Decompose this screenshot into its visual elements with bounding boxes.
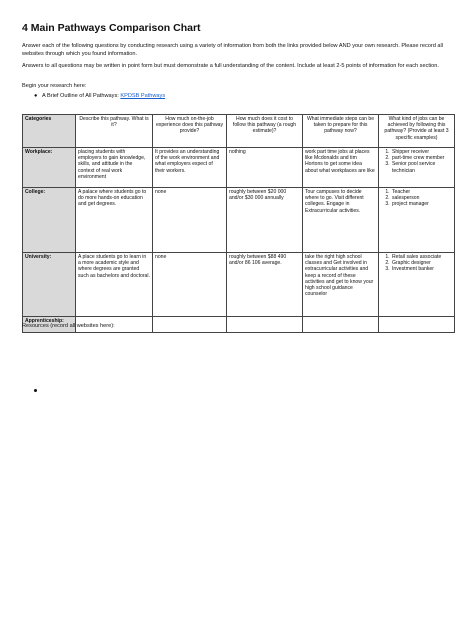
row-category: University: xyxy=(23,253,76,317)
begin-research-label: Begin your research here: xyxy=(22,83,87,89)
kpdsb-pathways-link[interactable]: KPDSB Pathways xyxy=(120,93,166,99)
job-item: 3. Investment banker xyxy=(391,266,452,272)
job-item: 3. project manager xyxy=(391,201,452,207)
pathways-bullet xyxy=(34,93,165,100)
table-row xyxy=(23,148,455,188)
experience-cell[interactable]: It provides an understanding of the work environment and what employers expect of their workers. xyxy=(153,148,227,188)
row-category: College: xyxy=(23,188,76,253)
resources-label: Resources (record all websites here): xyxy=(22,323,115,329)
comparison-table xyxy=(22,114,455,333)
jobs-cell[interactable] xyxy=(379,317,455,333)
header-categories: Categories xyxy=(23,115,76,148)
header-describe: Describe this pathway. What is it? xyxy=(76,115,153,148)
instructions-paragraph: Answers to all questions may be written in point form but must demonstrate a full understanding of the content. Include at least 2-5 points of information for each section. xyxy=(22,63,439,69)
job-item: 2. salesperson xyxy=(391,195,452,201)
job-item: 3. Senior pool service technician xyxy=(391,161,452,173)
jobs-cell[interactable] xyxy=(379,148,455,188)
row-category: Workplace: xyxy=(23,148,76,188)
experience-cell[interactable]: none xyxy=(153,253,227,317)
steps-cell[interactable] xyxy=(303,317,379,333)
job-item: 1. Retail sales associate xyxy=(391,254,452,260)
cost-cell[interactable]: roughly between $88 490 and/or 86 106 average. xyxy=(227,253,303,317)
describe-cell[interactable]: A palace where students go to do more hands-on education and get degrees. xyxy=(76,188,153,253)
cost-cell[interactable] xyxy=(227,317,303,333)
bullet-text: A Brief Outline of All Pathways: xyxy=(42,93,121,99)
empty-bullet-icon xyxy=(34,389,37,392)
job-item: 2. Graphic designer xyxy=(391,260,452,266)
steps-cell[interactable]: take the right high school classes and Get involved in extracurricular activities and keep a record of these activities and get to know your high school guidance counselor xyxy=(303,253,379,317)
header-jobs: What kind of jobs can be achieved by following this pathway? (Provide at least 3 specific examples) xyxy=(379,115,455,148)
experience-cell[interactable]: none xyxy=(153,188,227,253)
steps-cell[interactable]: work part time jobs at places like Mcdonalds and tim Hortons to get some idea about what workplaces are like xyxy=(303,148,379,188)
jobs-list xyxy=(381,189,452,208)
header-experience: How much on-the-job experience does this pathway provide? xyxy=(153,115,227,148)
bullet-icon: ● xyxy=(34,93,38,99)
jobs-list xyxy=(381,254,452,273)
describe-cell[interactable]: A place students go to learn in a more academic style and where degrees are granted such as bachelors and doctoral. xyxy=(76,253,153,317)
table-row xyxy=(23,188,455,253)
cost-cell[interactable]: nothing xyxy=(227,148,303,188)
row-category: Apprenticeship: xyxy=(23,317,76,333)
job-item: 2. part-time crew member xyxy=(391,155,452,161)
jobs-list xyxy=(381,149,452,174)
jobs-cell[interactable] xyxy=(379,188,455,253)
header-cost: How much does it cost to follow this pathway (a rough estimate)? xyxy=(227,115,303,148)
header-steps: What immediate steps can be taken to prepare for this pathway now? xyxy=(303,115,379,148)
jobs-cell[interactable] xyxy=(379,253,455,317)
steps-cell[interactable]: Tour campuses to decide where to go. Visit different colleges. Engage in Extracurricular activities. xyxy=(303,188,379,253)
job-item: 1. Shipper receiver xyxy=(391,149,452,155)
job-item: 1. Teacher xyxy=(391,189,452,195)
intro-paragraph: Answer each of the following questions by conducting research using a variety of information from both the links provided below AND your own research. Please record all websites through which you found information. xyxy=(22,43,443,57)
table-row xyxy=(23,253,455,317)
page-title: 4 Main Pathways Comparison Chart xyxy=(22,22,201,34)
experience-cell[interactable] xyxy=(153,317,227,333)
table-header-row xyxy=(23,115,455,148)
describe-cell[interactable]: placing students with employers to gain knowledge, skills, and attitude in the context of real work environment xyxy=(76,148,153,188)
cost-cell[interactable]: roughly between $20 000 and/or $30 000 annually xyxy=(227,188,303,253)
